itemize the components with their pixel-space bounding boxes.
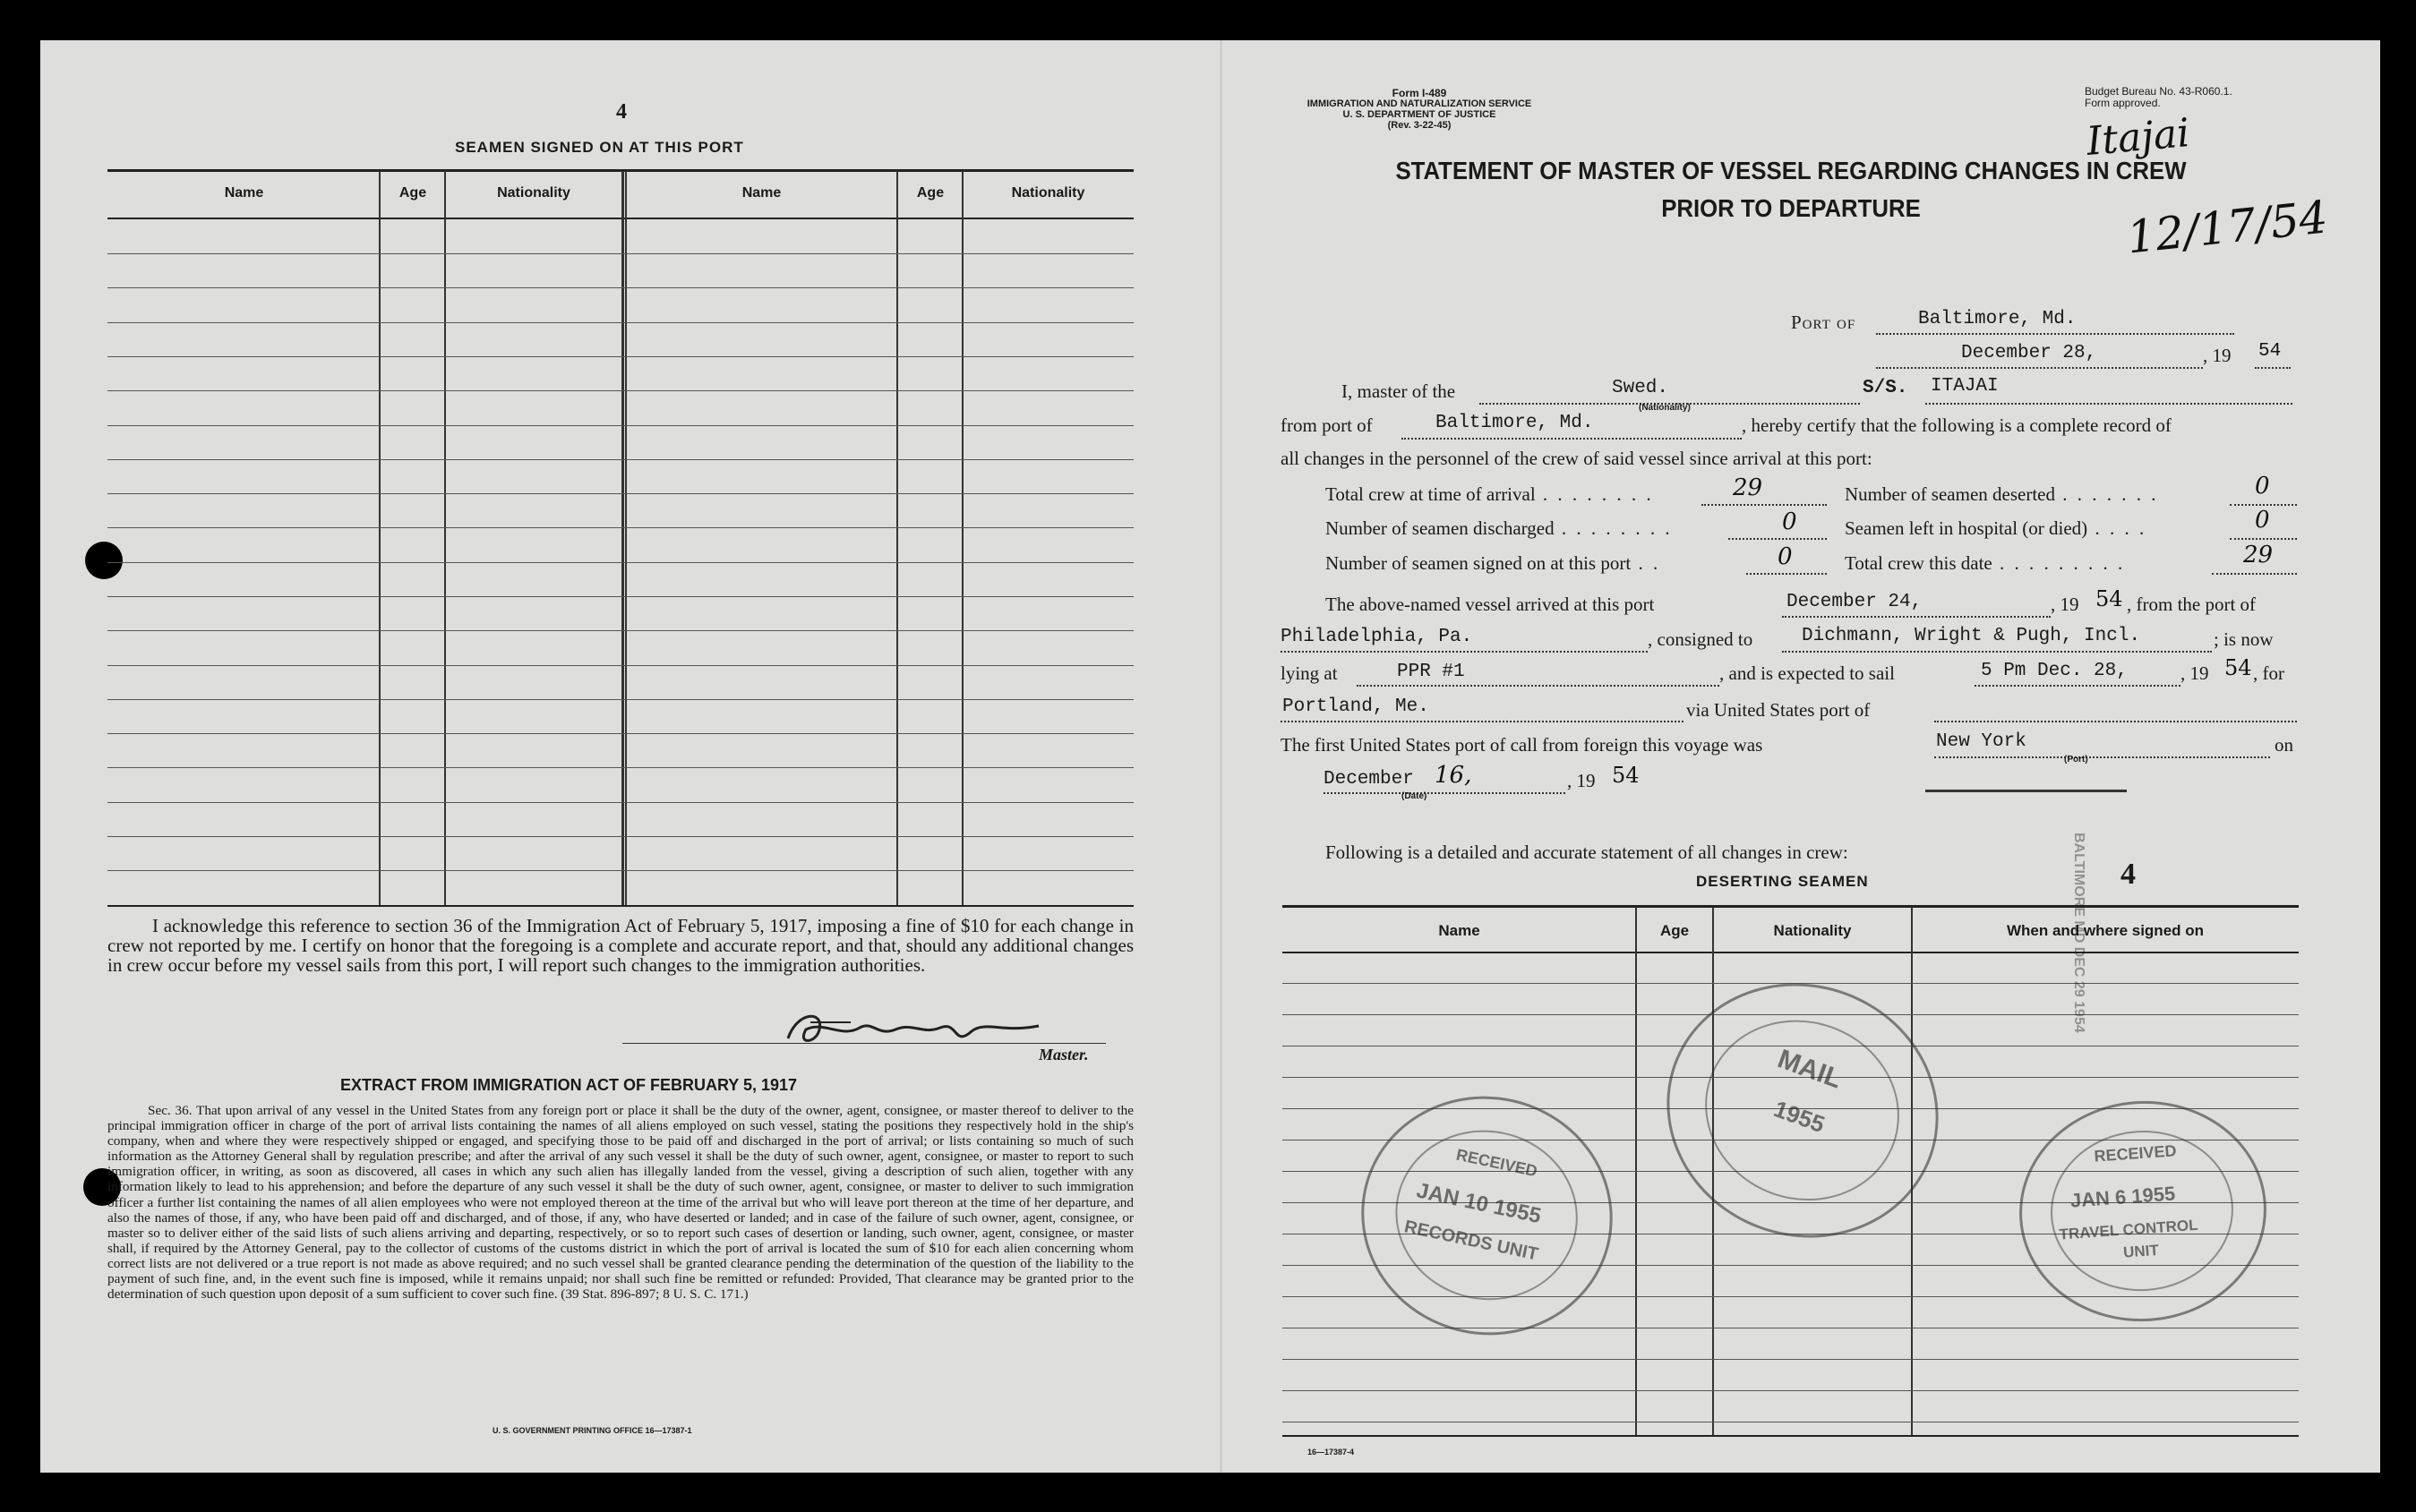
first-port-date-line: [1324, 792, 1565, 794]
deserting-header-nationality: Nationality: [1773, 922, 1852, 939]
budget-block: [2085, 86, 2232, 109]
table-row: [107, 665, 1134, 666]
date-caption: (Date): [1401, 791, 1427, 801]
from-the-port-line: [1281, 651, 1648, 653]
first-port-line: [1934, 756, 2270, 758]
destination-line: [1281, 721, 1683, 722]
form-id: Form I-489: [1392, 87, 1447, 99]
table-row: [1282, 1390, 2299, 1391]
table-row: [107, 425, 1134, 426]
form-id-block: [1281, 88, 1558, 131]
table-row: [107, 767, 1134, 768]
col-header-name-2: Name: [741, 185, 782, 201]
total-crew-date-line: [2212, 573, 2297, 575]
page-number: 4: [616, 100, 627, 124]
seamen-signed-value: 0: [1778, 543, 1793, 570]
first-port-year-prefix: , 19: [1567, 770, 1596, 791]
expected-year: 54: [2224, 655, 2252, 680]
certify-text: , hereby certify that the following is a complete record of: [1742, 414, 2172, 436]
first-port-date: December: [1324, 769, 1414, 790]
form-title-line-1: STATEMENT OF MASTER OF VESSEL REGARDING CHANGES IN CREW: [1395, 157, 2187, 184]
table-row: [107, 802, 1134, 803]
table-row: [107, 459, 1134, 460]
acknowledgement-text: I acknowledge this reference to section 36 of the Immigration Act of February 5, 1917, imposing a fine of $10 for each change in crew not reported by me. I certify on honor that the foregoing is a complete and accurate report, and that, should any additional changes in crew occur before my vessel sails from this port, I will report such changes to the immigration authorities.: [107, 915, 1134, 976]
date-value: December 28,: [1961, 343, 2097, 363]
table-row: [107, 870, 1134, 871]
seamen-discharged-value: 0: [1782, 508, 1797, 535]
col-header-age-1: Age: [398, 185, 427, 201]
received-stamp-records-unit: RECORDS UNIT: [1402, 1217, 1540, 1265]
printing-office-note: U. S. GOVERNMENT PRINTING OFFICE 16—17387-1: [493, 1426, 692, 1435]
table-row: [107, 493, 1134, 494]
extract-text: [107, 1103, 1134, 1302]
from-port-value: Baltimore, Md.: [1435, 413, 1594, 433]
form-approved: Form approved.: [2085, 97, 2161, 109]
deserting-header-when-where: When and where signed on: [2006, 922, 2205, 939]
arrived-label: The above-named vessel arrived at this port: [1325, 594, 1655, 615]
via-label: via United States port of: [1686, 699, 1871, 721]
port-of-value: Baltimore, Md.: [1918, 309, 2077, 329]
for-label: , for: [2253, 662, 2284, 684]
budget-number: Budget Bureau No. 43-R060.1.: [2085, 85, 2232, 98]
seamen-deserted-line: [2230, 504, 2297, 506]
table-row: [107, 253, 1134, 254]
agency-line-2: U. S. DEPARTMENT OF JUSTICE: [1342, 109, 1496, 120]
consigned-to-value: Dichmann, Wright & Pugh, Incl.: [1802, 626, 2141, 646]
signed-table-header-rule: [107, 218, 1134, 219]
deserting-table-top-rule: [1282, 905, 2299, 908]
expected-sail-line: [1975, 685, 2180, 687]
agency-line-1: IMMIGRATION AND NATURALIZATION SERVICE: [1307, 98, 1532, 109]
seamen-deserted-value: 0: [2255, 473, 2270, 500]
lying-at-line: [1357, 685, 1719, 687]
table-row: [107, 562, 1134, 563]
certify-text-2: all changes in the personnel of the crew of said vessel since arrival at this port:: [1281, 448, 1872, 469]
port-of-label: Port of: [1791, 312, 1856, 333]
total-crew-arrival-line: [1701, 504, 1827, 506]
punch-hole-top: [85, 542, 123, 579]
consigned-to-line: [1782, 651, 2212, 653]
consigned-label: , consigned to: [1648, 628, 1753, 650]
table-row: [107, 836, 1134, 837]
signed-table-top-rule: [107, 169, 1134, 172]
seamen-hospital-label: Seamen left in hospital (or died) . . . .: [1845, 517, 2147, 539]
seamen-hospital-value: 0: [2255, 507, 2270, 534]
date-line: [1876, 367, 2203, 369]
signed-col-divider: [625, 171, 627, 905]
deserting-number: 4: [2120, 858, 2136, 891]
seamen-discharged-line: [1728, 538, 1827, 540]
first-port-day: 16,: [1435, 762, 1472, 789]
date-year-prefix: , 19: [2203, 345, 2232, 366]
deserting-title: DESERTING SEAMEN: [1696, 873, 1869, 890]
extract-title: EXTRACT FROM IMMIGRATION ACT OF FEBRUARY 5, 1917: [340, 1076, 798, 1094]
table-row: [107, 322, 1134, 323]
on-label: on: [2275, 734, 2293, 756]
received-stamp-travel-unit-1: TRAVEL CONTROL: [2058, 1216, 2199, 1243]
received-stamp-records-label: RECEIVED: [1454, 1145, 1539, 1181]
table-row: [107, 287, 1134, 288]
deserting-table-header-rule: [1282, 952, 2299, 953]
seamen-discharged-label: Number of seamen discharged . . . . . . . .: [1325, 517, 1673, 539]
deserting-table-bottom-rule: [1282, 1435, 2299, 1437]
arrived-date: December 24,: [1786, 592, 1923, 612]
handwritten-name: Itajai: [2084, 110, 2192, 165]
col-header-nationality-2: Nationality: [1011, 185, 1085, 201]
expected-year-prefix: , 19: [2180, 662, 2209, 684]
deserting-header-name: Name: [1438, 922, 1480, 939]
following-text: Following is a detailed and accurate statement of all changes in crew:: [1325, 841, 1848, 863]
first-port-label: The first United States port of call from foreign this voyage was: [1281, 734, 1763, 756]
form-title-line-2: PRIOR TO DEPARTURE: [1661, 194, 1921, 222]
first-port-value: New York: [1936, 731, 2026, 752]
table-row: [107, 390, 1134, 391]
received-stamp-travel-unit-2: UNIT: [2122, 1241, 2160, 1261]
nationality-value: Swed.: [1612, 378, 1669, 398]
table-row: [107, 527, 1134, 528]
seamen-signed-label: Number of seamen signed on at this port . .: [1325, 552, 1661, 574]
destination-value: Portland, Me.: [1282, 696, 1429, 717]
date-year: 54: [2258, 341, 2282, 362]
table-row: [107, 630, 1134, 631]
expected-sail-value: 5 Pm Dec. 28,: [1981, 661, 2128, 681]
master-signature: [770, 1003, 1057, 1056]
table-row: [107, 699, 1134, 700]
mail-stamp-label: MAIL: [1773, 1044, 1846, 1095]
received-stamp-travel-date: JAN 6 1955: [2069, 1182, 2176, 1212]
total-crew-date-label: Total crew this date . . . . . . . . .: [1845, 552, 2126, 574]
port-of-line: [1876, 333, 2234, 335]
received-stamp-travel-label: RECEIVED: [2093, 1141, 2178, 1166]
signed-col-divider: [444, 171, 446, 905]
from-port-line: [1401, 438, 1742, 440]
expected-label: , and is expected to sail: [1719, 662, 1895, 684]
table-row: [107, 733, 1134, 734]
signed-table-bottom-rule: [107, 905, 1134, 907]
arrived-year-prefix: , 19: [2051, 594, 2079, 615]
handwritten-date: 12/17/54: [2124, 191, 2330, 264]
first-port-underline: [1925, 790, 2127, 792]
seamen-deserted-label: Number of seamen deserted . . . . . . .: [1845, 483, 2159, 505]
seamen-signed-title: SEAMEN SIGNED ON AT THIS PORT: [455, 139, 744, 156]
lying-at-value: PPR #1: [1397, 662, 1465, 682]
arrived-year: 54: [2095, 586, 2123, 611]
page-fold: [1220, 40, 1222, 1473]
signed-col-divider: [896, 171, 898, 905]
extract-citation: (39 Stat. 896-897; 8 U. S. C. 171.): [561, 1286, 749, 1303]
vessel-line: [1925, 403, 2292, 405]
master-signature-line: [622, 1043, 1106, 1044]
table-row: [1282, 1359, 2299, 1360]
mail-stamp-date: 1955: [1770, 1095, 1829, 1139]
vessel-name: ITAJAI: [1931, 376, 1999, 397]
date-year-line: [2255, 367, 2291, 369]
from-port-label: from port of: [1281, 414, 1373, 436]
col-header-age-2: Age: [916, 185, 945, 201]
extract-body: Sec. 36. That upon arrival of any vessel in the United States from any foreign port or place it shall be the duty of the owner, agent, consignee, or master thereof to deliver to the principal immigration officer in charge of the port of arrival lists containing the names of all aliens employed on such vessel, stating the positions they respectively hold in the ship's company, when and where they were respectively shipped or engaged, and specifying those to be paid off and discharged in the port of arrival; or lists containing so much of such information as the Attorney General shall by regulation prescribe; and after the arrival of any such vessel it shall be the duty of such owner, agent, consignee, or master to report to such immigration officer, in writing, as soon as discovered, all cases in which any such alien has illegally landed from the vessel, giving a description of such alien, together with any information likely to lead to his apprehension; and before the departure of any such vessel it shall be the duty of such owner, agent, consignee, or master to deliver to such immigration officer a further list containing the names of all alien employees who were not employed thereon at the time of the arrival but who will leave port thereon at the time of her departure, and also the names of those, if any, who have been paid off and discharged, and of those, if any, who have deserted or landed; and in case of the failure of such owner, agent, consignee, or master so to deliver either of the said lists of such aliens arriving and departing, respectively, or so to report such cases of desertion or landing, such owner, agent, consignee, or master shall, if required by the Attorney General, pay to the collector of customs of the customs district in which the port of arrival is located the sum of $10 for each alien concerning whom correct lists are not delivered or a true report is not made as above required; and no such vessel shall be granted clearance pending the determination of the question of the liability to the payment of such fine, and, in the event such fine is imposed, while it remains unpaid; nor shall such fine be remitted or refunded: Provided, That clearance may be granted prior to the determination of such question upon deposit of a sum sufficient to cover such fine.: [107, 1103, 1134, 1303]
arrived-date-line: [1782, 616, 2051, 618]
master-label: Master.: [1039, 1046, 1089, 1064]
total-crew-date-value: 29: [2243, 542, 2274, 568]
is-now-label: ; is now: [2214, 628, 2274, 650]
signed-col-divider: [379, 171, 381, 905]
total-crew-arrival-label: Total crew at time of arrival . . . . . . . .: [1325, 483, 1654, 505]
col-header-name-1: Name: [224, 185, 264, 201]
table-row: [107, 596, 1134, 597]
nationality-caption: (Nationality): [1639, 403, 1691, 413]
seamen-signed-line: [1746, 573, 1827, 575]
deserting-header-age: Age: [1659, 922, 1690, 939]
table-row: [107, 356, 1134, 357]
signed-col-divider: [962, 171, 964, 905]
from-the-port-value: Philadelphia, Pa.: [1281, 627, 1473, 647]
signed-col-divider: [621, 171, 624, 905]
footer-code: 16—17387-4: [1307, 1448, 1355, 1456]
side-stamp: BALTIMORE MD DEC 29 1954: [2071, 833, 2086, 1033]
from-the-port-label: , from the port of: [2127, 594, 2257, 615]
vessel-prefix: S/S.: [1863, 378, 1908, 398]
total-crew-arrival-value: 29: [1733, 474, 1763, 501]
received-stamp-records-date: JAN 10 1955: [1414, 1178, 1544, 1229]
lying-at-label: lying at: [1281, 662, 1338, 684]
first-port-caption: (Port): [2064, 755, 2088, 765]
col-header-nationality-1: Nationality: [497, 185, 570, 201]
seamen-hospital-line: [2230, 538, 2297, 540]
form-title: [1354, 152, 2227, 227]
master-of-the-label: I, master of the: [1341, 380, 1456, 402]
via-line: [1934, 721, 2297, 722]
form-revision: (Rev. 3-22-45): [1387, 120, 1452, 131]
first-port-year: 54: [1612, 763, 1640, 788]
